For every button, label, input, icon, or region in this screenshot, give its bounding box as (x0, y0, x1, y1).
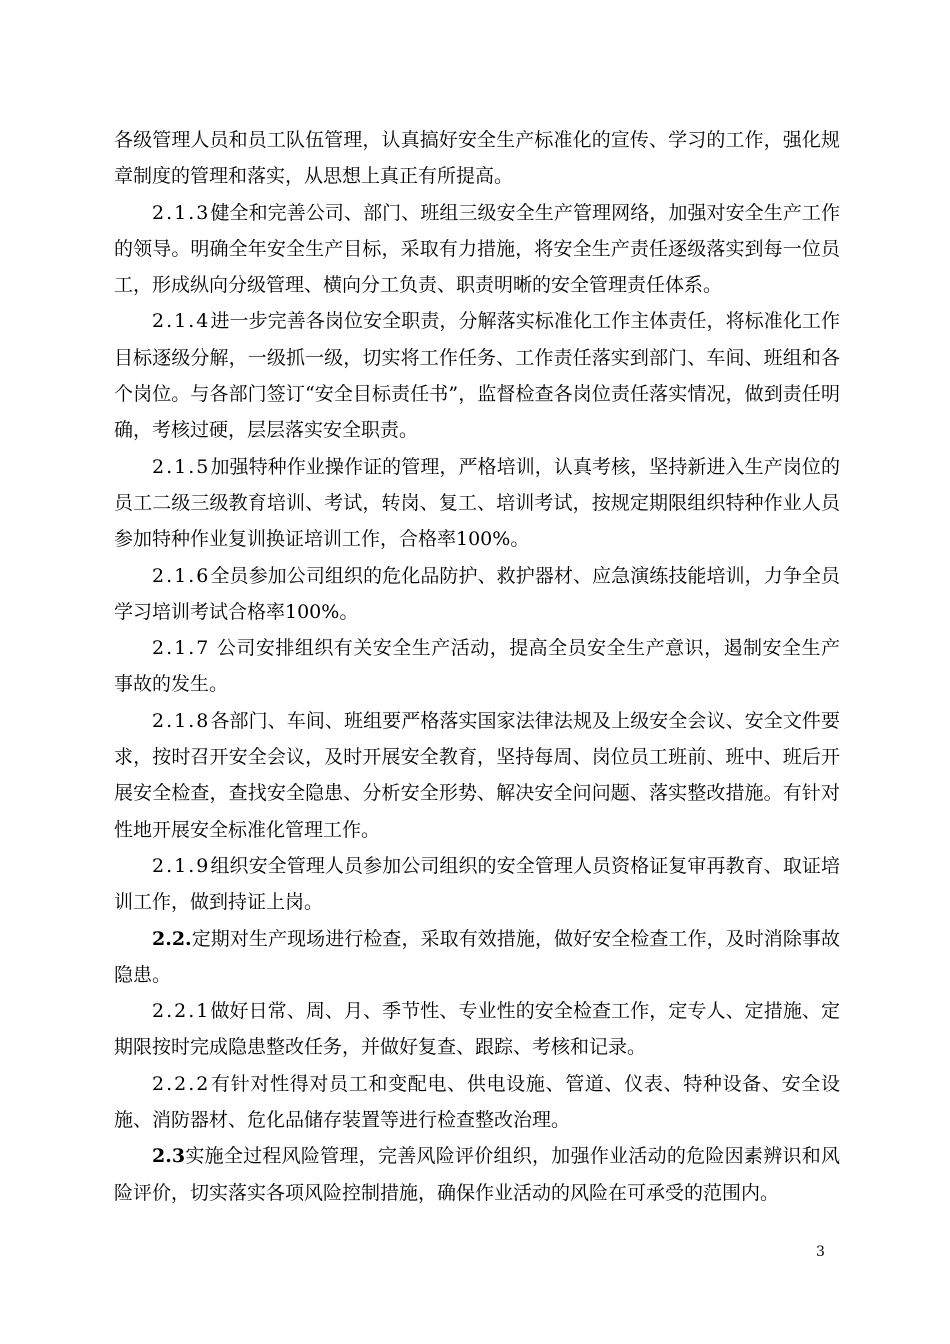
paragraph-2-1-4 (114, 303, 840, 448)
paragraph-text: 实施全过程风险管理，完善风险评价组织，加强作业活动的危险因素辨识和风险评价，切实落实各项风险控制措施，确保作业活动的风险在可承受的范围内。 (114, 1145, 840, 1204)
paragraph-2-1-8 (114, 703, 840, 848)
paragraph-text: 全员参加公司组织的危化品防护、救护器材、应急演练技能培训，力争全员学习培训考试合格率100%。 (114, 564, 840, 623)
section-number: 2.3 (152, 1145, 186, 1168)
paragraph-2-1-9 (114, 848, 840, 921)
paragraph-text: 各部门、车间、班组要严格落实国家法律法规及上级安全会议、安全文件要求，按时召开安全会议，及时开展安全教育，坚持每周、岗位员工班前、班中、班后开展安全检查，查找安全隐患、分析安全形势、解决安全问问题、落实整改措施。有针对性地开展安全标准化管理工作。 (114, 709, 840, 841)
paragraph-2-2 (114, 921, 840, 994)
section-number: 2.1.6 (152, 564, 211, 587)
section-number: 2.1.5 (152, 455, 211, 478)
paragraph-text: 组织安全管理人员参加公司组织的安全管理人员资格证复审再教育、取证培训工作，做到持证上岗。 (114, 854, 840, 914)
section-number: 2.2. (152, 927, 192, 950)
paragraph-2-2-2 (114, 1066, 840, 1139)
paragraph-2-3 (114, 1138, 840, 1211)
paragraph-text: 公司安排组织有关安全生产活动，提高全员安全生产意识，遏制安全生产事故的发生。 (114, 637, 840, 696)
paragraph-2-2-1 (114, 993, 840, 1066)
paragraph-text: 做好日常、周、月、季节性、专业性的安全检查工作，定专人、定措施、定期限按时完成隐患整改任务，并做好复查、跟踪、考核和记录。 (114, 1000, 840, 1059)
paragraph-2-1-7 (114, 630, 840, 703)
page-number: 3 (816, 1244, 825, 1260)
section-number: 2.1.3 (152, 201, 211, 224)
paragraph-2-1-5 (114, 449, 840, 558)
section-number: 2.1.7 (152, 637, 211, 660)
section-number: 2.1.4 (152, 310, 211, 333)
paragraph-text: 各级管理人员和员工队伍管理，认真搞好安全生产标准化的宣传、学习的工作，强化规章制度的管理和落实，从思想上真正有所提高。 (114, 129, 840, 188)
paragraph-2-1-6 (114, 558, 840, 631)
paragraph-text: 有针对性得对员工和变配电、供电设施、管道、仪表、特种设备、安全设施、消防器材、危化品储存装置等进行检查整改治理。 (114, 1072, 840, 1132)
document-body (114, 122, 840, 1211)
section-number: 2.1.8 (152, 709, 211, 732)
paragraph-text: 健全和完善公司、部门、班组三级安全生产管理网络，加强对安全生产工作的领导。明确全年安全生产目标，采取有力措施，将安全生产责任逐级落实到每一位员工，形成纵向分级管理、横向分工负责、职责明晰的安全管理责任体系。 (114, 201, 840, 297)
section-number: 2.2.1 (152, 1000, 211, 1023)
paragraph-text: 加强特种作业操作证的管理，严格培训，认真考核，坚持新进入生产岗位的员工二级三级教育培训、考试，转岗、复工、培训考试，按规定期限组织特种作业人员参加特种作业复训换证培训工作，合格率100%。 (114, 455, 840, 551)
paragraph-continuation (114, 122, 840, 195)
section-number: 2.1.9 (152, 854, 211, 877)
paragraph-text: 进一步完善各岗位安全职责，分解落实标准化工作主体责任，将标准化工作目标逐级分解，一级抓一级，切实将工作任务、工作责任落实到部门、车间、班组和各个岗位。与各部门签订“安全目标责任书”，监督检查各岗位责任落实情况，做到责任明确，考核过硬，层层落实安全职责。 (114, 310, 840, 442)
section-number: 2.2.2 (152, 1072, 211, 1095)
paragraph-2-1-3 (114, 195, 840, 304)
paragraph-text: 定期对生产现场进行检查，采取有效措施，做好安全检查工作，及时消除事故隐患。 (114, 927, 840, 986)
